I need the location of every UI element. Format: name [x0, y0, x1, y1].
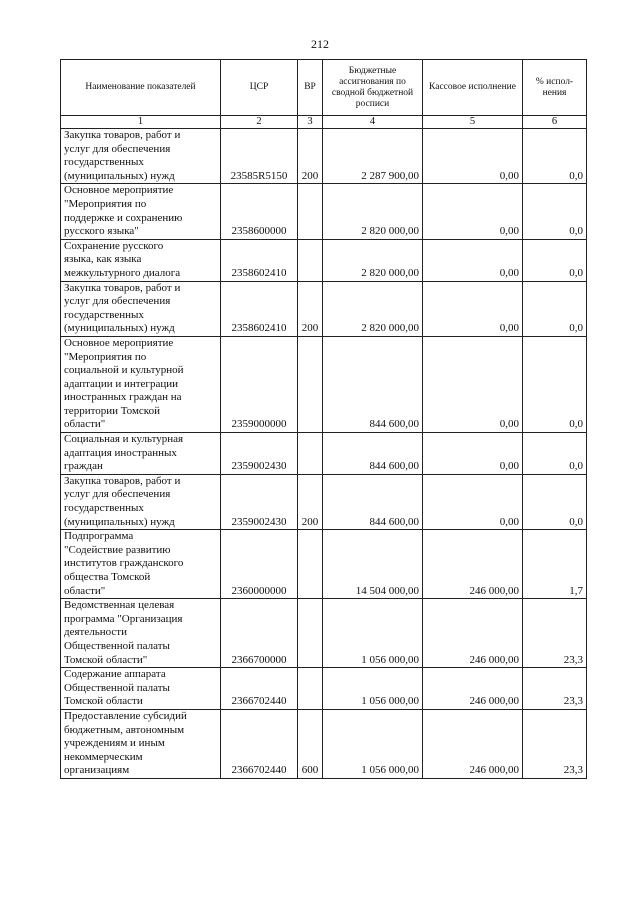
- row-cash: 246 000,00: [423, 530, 523, 599]
- row-name: Содержание аппарата Общественной палаты Томской области: [61, 668, 221, 710]
- row-cash: 0,00: [423, 129, 523, 184]
- table-row: [61, 530, 587, 599]
- column-number: 1: [61, 116, 221, 129]
- row-percent: 0,0: [523, 336, 587, 432]
- budget-execution-table: [60, 59, 587, 779]
- table-row: [61, 184, 587, 239]
- column-number: 4: [323, 116, 423, 129]
- row-csr: 2359000000: [221, 336, 298, 432]
- row-csr: 2359002430: [221, 474, 298, 529]
- row-vr: [298, 336, 323, 432]
- table-row: [61, 668, 587, 710]
- row-csr: 2366700000: [221, 599, 298, 668]
- row-cash: 0,00: [423, 281, 523, 336]
- column-number-row: [61, 116, 587, 129]
- table-row: [61, 599, 587, 668]
- table-row: [61, 433, 587, 475]
- header-vr: ВР: [298, 60, 323, 116]
- table-row: [61, 129, 587, 184]
- row-budget: 844 600,00: [323, 474, 423, 529]
- row-budget: 2 287 900,00: [323, 129, 423, 184]
- row-vr: 200: [298, 474, 323, 529]
- row-cash: 0,00: [423, 336, 523, 432]
- row-name: Ведомственная целевая программа "Организация деятельности Общественной палаты Томской области": [61, 599, 221, 668]
- row-csr: 2358602410: [221, 239, 298, 281]
- row-budget: 1 056 000,00: [323, 668, 423, 710]
- row-cash: 0,00: [423, 239, 523, 281]
- row-percent: 23,3: [523, 668, 587, 710]
- row-vr: 600: [298, 709, 323, 778]
- row-percent: 0,0: [523, 474, 587, 529]
- row-percent: 1,7: [523, 530, 587, 599]
- row-name: Социальная и культурная адаптация иностранных граждан: [61, 433, 221, 475]
- row-cash: 246 000,00: [423, 599, 523, 668]
- row-percent: 0,0: [523, 433, 587, 475]
- row-vr: [298, 239, 323, 281]
- column-number: 6: [523, 116, 587, 129]
- row-csr: 2366702440: [221, 668, 298, 710]
- row-vr: 200: [298, 281, 323, 336]
- header-cash: Кассовое исполнение: [423, 60, 523, 116]
- row-csr: 2359002430: [221, 433, 298, 475]
- row-percent: 23,3: [523, 709, 587, 778]
- row-name: Подпрограмма "Содействие развитию институтов гражданского общества Томской области": [61, 530, 221, 599]
- row-csr: 23585R5150: [221, 129, 298, 184]
- header-row: [61, 60, 587, 116]
- row-percent: 0,0: [523, 239, 587, 281]
- row-name: Основное мероприятие "Мероприятия по социальной и культурной адаптации и интеграции иностранных граждан на территории Томской области": [61, 336, 221, 432]
- row-cash: 0,00: [423, 433, 523, 475]
- row-csr: 2358600000: [221, 184, 298, 239]
- header-budget: Бюджетные ассигнования по сводной бюджетной росписи: [323, 60, 423, 116]
- row-vr: [298, 184, 323, 239]
- row-budget: 1 056 000,00: [323, 709, 423, 778]
- row-name: Сохранение русского языка, как языка межкультурного диалога: [61, 239, 221, 281]
- row-vr: 200: [298, 129, 323, 184]
- row-budget: 14 504 000,00: [323, 530, 423, 599]
- page-number: 212: [311, 37, 329, 51]
- row-budget: 844 600,00: [323, 433, 423, 475]
- header-percent: % испол-нения: [523, 60, 587, 116]
- row-name: Закупка товаров, работ и услуг для обеспечения государственных (муниципальных) нужд: [61, 129, 221, 184]
- row-percent: 0,0: [523, 281, 587, 336]
- row-cash: 246 000,00: [423, 668, 523, 710]
- row-csr: 2366702440: [221, 709, 298, 778]
- row-name: Предоставление субсидий бюджетным, автономным учреждениям и иным некоммерческим организациям: [61, 709, 221, 778]
- table-row: [61, 709, 587, 778]
- row-name: Закупка товаров, работ и услуг для обеспечения государственных (муниципальных) нужд: [61, 281, 221, 336]
- header-csr: ЦСР: [221, 60, 298, 116]
- row-percent: 0,0: [523, 184, 587, 239]
- header-name: Наименование показателей: [61, 60, 221, 116]
- table-row: [61, 474, 587, 529]
- row-budget: 2 820 000,00: [323, 239, 423, 281]
- row-cash: 0,00: [423, 474, 523, 529]
- row-budget: 1 056 000,00: [323, 599, 423, 668]
- row-vr: [298, 530, 323, 599]
- row-csr: 2358602410: [221, 281, 298, 336]
- table-row: [61, 239, 587, 281]
- row-cash: 0,00: [423, 184, 523, 239]
- table-row: [61, 336, 587, 432]
- column-number: 5: [423, 116, 523, 129]
- row-percent: 0,0: [523, 129, 587, 184]
- row-csr: 2360000000: [221, 530, 298, 599]
- row-cash: 246 000,00: [423, 709, 523, 778]
- row-vr: [298, 433, 323, 475]
- row-name: Основное мероприятие "Мероприятия по поддержке и сохранению русского языка": [61, 184, 221, 239]
- table-row: [61, 281, 587, 336]
- row-name: Закупка товаров, работ и услуг для обеспечения государственных (муниципальных) нужд: [61, 474, 221, 529]
- row-vr: [298, 599, 323, 668]
- row-budget: 844 600,00: [323, 336, 423, 432]
- column-number: 3: [298, 116, 323, 129]
- row-vr: [298, 668, 323, 710]
- row-budget: 2 820 000,00: [323, 184, 423, 239]
- column-number: 2: [221, 116, 298, 129]
- row-percent: 23,3: [523, 599, 587, 668]
- row-budget: 2 820 000,00: [323, 281, 423, 336]
